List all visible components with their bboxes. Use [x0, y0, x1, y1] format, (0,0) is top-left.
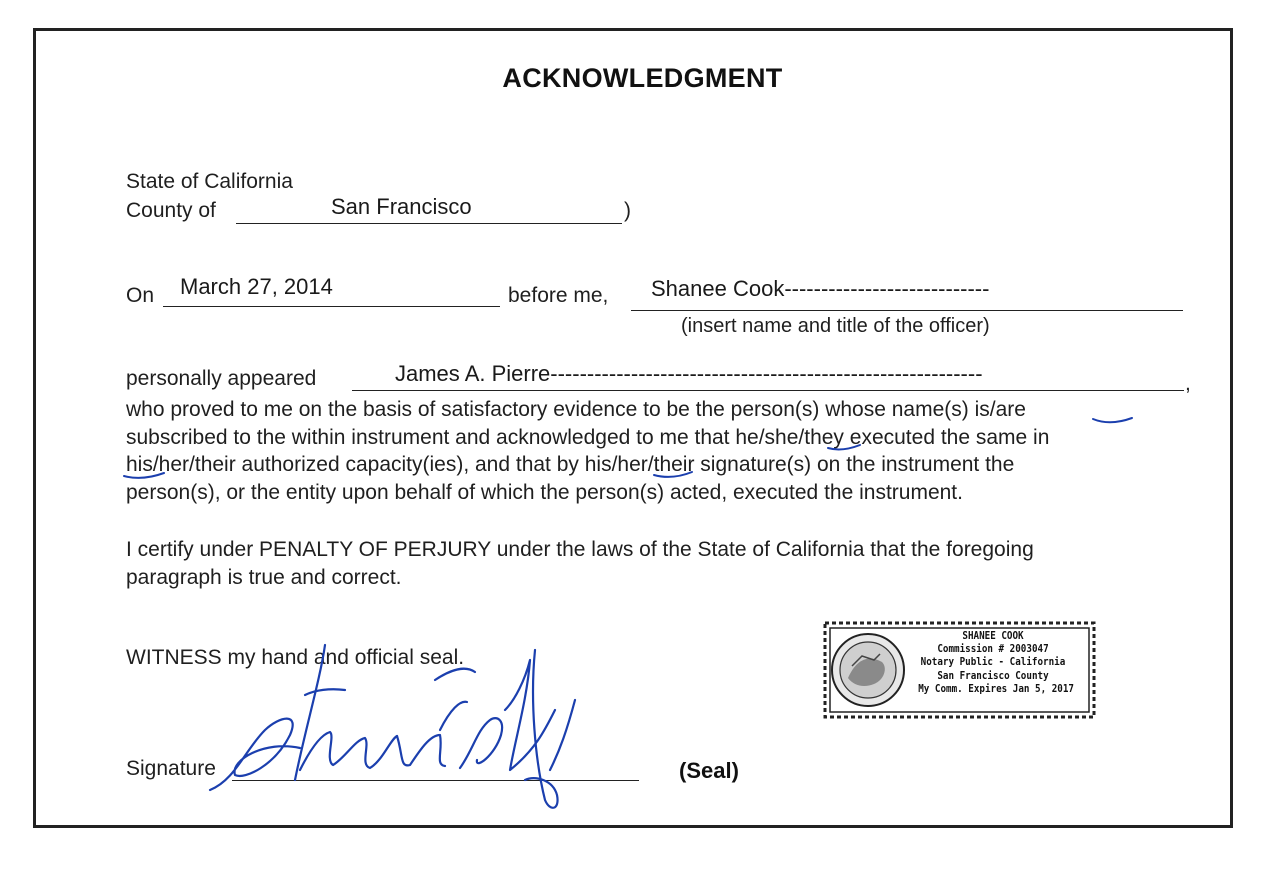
stamp-line: Notary Public - California: [920, 656, 1066, 669]
underline-his2-mark: [654, 472, 692, 477]
date-value: March 27, 2014: [180, 274, 333, 299]
handwritten-signature: [205, 640, 585, 815]
officer-value: Shanee Cook----------------------------: [651, 276, 990, 301]
stamp-line: SHANEE COOK: [962, 630, 1024, 642]
certify-line: paragraph is true and correct.: [126, 565, 402, 589]
county-close-paren: ): [624, 199, 631, 222]
document-title: ACKNOWLEDGMENT: [502, 63, 783, 93]
state-label: State of California: [126, 170, 293, 193]
county-label: County of: [126, 199, 216, 222]
underline-he-mark: [828, 445, 860, 449]
certify-paragraph: [126, 536, 1201, 591]
paragraph-line: subscribed to the within instrument and acknowledged to me that he/she/they executed the same in: [126, 425, 1050, 449]
on-label: On: [126, 284, 155, 307]
appeared-name: James A. Pierre-----------------------------------------------------------: [395, 361, 983, 386]
appeared-label: personally appeared: [126, 367, 317, 390]
paragraph-line: his/her/their authorized capacity(ies), and that by his/her/their signature(s) on the instrument the: [126, 453, 1015, 476]
witness-line: WITNESS my hand and official seal.: [126, 646, 465, 669]
officer-hint: (insert name and title of the officer): [681, 315, 990, 337]
appeared-comma: ,: [1185, 372, 1191, 395]
paragraph-line: person(s), or the entity upon behalf of which the person(s) acted, executed the instrument.: [126, 480, 963, 504]
certify-line: I certify under PENALTY OF PERJURY under the laws of the State of California that the foregoing: [126, 538, 1034, 561]
stamp-line: My Comm. Expires Jan 5, 2017: [918, 682, 1074, 695]
signature-label: Signature: [126, 757, 216, 780]
county-value: San Francisco: [331, 194, 472, 219]
paragraph-line: who proved to me on the basis of satisfactory evidence to be the person(s) whose name(s) is/are: [126, 398, 1026, 421]
stamp-line: Commission # 2003047: [937, 643, 1049, 656]
underline-his-mark: [124, 473, 164, 478]
notary-stamp: [822, 620, 1097, 720]
seal-label: (Seal): [679, 758, 739, 783]
stamp-text: [908, 630, 1078, 696]
stamp-line: San Francisco County: [937, 669, 1049, 682]
underline-is-mark: [1093, 418, 1132, 422]
before-me-label: before me,: [508, 284, 609, 307]
